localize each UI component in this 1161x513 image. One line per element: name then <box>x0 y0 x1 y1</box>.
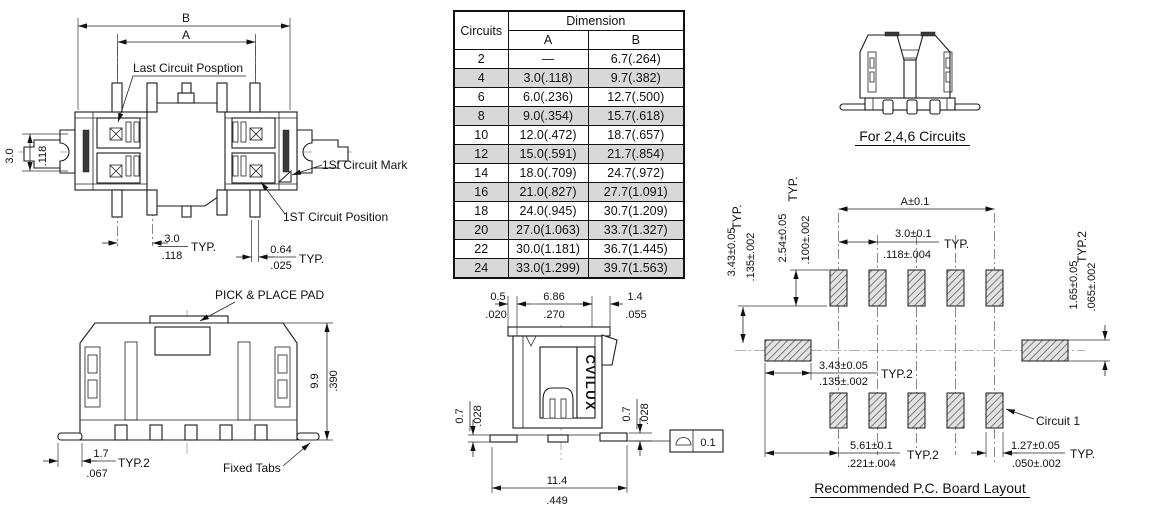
dim-row-offset-in: .135±.002 <box>745 232 757 282</box>
cell-a: 24.0(.945) <box>508 202 588 221</box>
dim-pad-width-pcb <box>971 432 1095 470</box>
bottom-pad <box>986 393 1003 428</box>
dim-tab-typ: TYP.2 <box>118 456 150 470</box>
cell-circuits: 8 <box>454 107 508 126</box>
dim-pad-height-in: .100±.002 <box>800 215 812 265</box>
table-row <box>454 259 684 279</box>
right-fixed-tab <box>297 433 319 440</box>
dim-tab-in: .067 <box>86 468 108 480</box>
dim-width-mm: 11.4 <box>546 475 568 487</box>
right-contact-bar <box>283 130 289 172</box>
first-circuit-mark-label: 1St Circuit Mark <box>322 158 408 172</box>
side-view-body <box>58 316 319 440</box>
left-contact-bar <box>83 130 89 172</box>
dim-foot-left-in: .028 <box>472 405 484 427</box>
cell-b: 15.7(.618) <box>588 107 684 126</box>
cell-a: 33.0(1.299) <box>508 259 588 279</box>
bottom-pad <box>869 393 886 428</box>
dim-a-pcb-label: A±0.1 <box>900 196 930 208</box>
dim-left-mm: 0.5 <box>490 291 506 303</box>
dim-pin-width-typ: TYP. <box>299 252 325 266</box>
top-pad <box>830 270 847 306</box>
dim-pad-width-pcb-in: .050±.002 <box>1012 458 1061 470</box>
dim-pad-height-typ: TYP. <box>786 176 800 202</box>
small-view-caption-wrap <box>840 128 985 146</box>
pcb-title-wrap <box>795 480 1045 498</box>
cell-b: 39.7(1.563) <box>588 259 684 279</box>
dim-b-label: B <box>181 11 191 25</box>
pcb-layout-drawing <box>715 165 1161 477</box>
table-row <box>454 221 684 240</box>
dim-center-in: .270 <box>543 309 565 321</box>
dim-a-pcb <box>839 196 995 209</box>
dim-pad-pitch <box>839 228 970 261</box>
cell-circuits: 24 <box>454 259 508 279</box>
dim-side-pad-width-in: .135±.002 <box>819 376 868 388</box>
dim-side-pad-width-mm: 3.43±0.05 <box>819 360 868 372</box>
cell-circuits: 4 <box>454 69 508 88</box>
cell-b: 24.7(.972) <box>588 164 684 183</box>
cell-a: 3.0(.118) <box>508 69 588 88</box>
cell-a: 12.0(.472) <box>508 126 588 145</box>
left-fixed-tab <box>58 433 82 440</box>
dim-pad-pitch-typ: TYP. <box>944 237 970 251</box>
flatness-value: 0.1 <box>700 437 716 449</box>
dim-foot-right <box>621 399 652 456</box>
circuit1-label: Circuit 1 <box>1036 414 1081 428</box>
cell-a: 27.0(1.063) <box>508 221 588 240</box>
dim-side-pad-height-in: .065±.002 <box>1086 262 1098 312</box>
col-header-circuits: Circuits <box>454 11 508 50</box>
dim-foot-right-mm: 0.7 <box>621 406 633 422</box>
front-view-drawing <box>440 285 740 513</box>
cell-b: 6.7(.264) <box>588 50 684 69</box>
dim-right-in: .055 <box>625 309 647 321</box>
dim-row-offset-typ: TYP. <box>730 204 744 230</box>
table-row <box>454 69 684 88</box>
dim-height-mm: 9.9 <box>309 373 321 389</box>
inner-plug <box>543 388 573 418</box>
front-view-body <box>490 327 627 442</box>
dim-tab-mm: 1.7 <box>93 448 109 460</box>
top-view-body <box>24 83 348 217</box>
table-row <box>454 107 684 126</box>
dim-side-offset-typ: TYP.2 <box>907 448 939 462</box>
cell-a: 30.0(1.181) <box>508 240 588 259</box>
top-pad <box>986 270 1003 306</box>
dim-pin-width-mm: 0.64 <box>270 244 292 256</box>
front-latch <box>602 335 617 365</box>
last-circuit-position-label: Last Circuit Posption <box>133 61 244 75</box>
circuit1-callout <box>1006 409 1080 428</box>
dim-pin-pitch-mm: 3.0 <box>164 233 180 245</box>
dim-right-mm: 1.4 <box>627 291 643 303</box>
side-view-drawing <box>15 285 355 500</box>
dim-tab-1-7 <box>43 443 150 480</box>
dim-side-pad-height <box>1068 231 1110 376</box>
dim-foot-left-mm: 0.7 <box>454 408 466 424</box>
dim-pad-height-mm: 2.54±0.05 <box>777 213 789 263</box>
table-row <box>454 126 684 145</box>
cell-b: 18.7(.657) <box>588 126 684 145</box>
table-row <box>454 183 684 202</box>
cell-b: 27.7(1.091) <box>588 183 684 202</box>
dim-foot-right-in: .028 <box>639 403 651 425</box>
fixed-tabs-label-group <box>223 443 310 475</box>
small-circuits-drawing <box>840 20 980 125</box>
cell-circuits: 2 <box>454 50 508 69</box>
cell-a: 21.0(.827) <box>508 183 588 202</box>
dim-pin-width <box>236 220 324 272</box>
cell-circuits: 12 <box>454 145 508 164</box>
col-header-a: A <box>508 31 588 50</box>
dim-side-offset-mm: 5.61±0.1 <box>850 440 893 452</box>
center-block <box>147 103 225 206</box>
pick-place-pad-label: PICK & PLACE PAD <box>215 288 325 302</box>
table-row <box>454 145 684 164</box>
table-row <box>454 202 684 221</box>
cell-circuits: 22 <box>454 240 508 259</box>
small-view-caption: For 2,4,6 Circuits <box>855 128 970 146</box>
dim-side-pad-width-typ: TYP.2 <box>881 367 913 381</box>
cell-a: 15.0(.591) <box>508 145 588 164</box>
cell-circuits: 6 <box>454 88 508 107</box>
top-pad <box>908 270 925 306</box>
dim-pin-width-in: .025 <box>270 260 292 272</box>
front-flange <box>508 327 610 336</box>
cell-circuits: 18 <box>454 202 508 221</box>
dim-pad-pitch-mm: 3.0±0.1 <box>895 228 932 240</box>
dim-height-in: .390 <box>328 370 340 392</box>
brand-text: CVILUX <box>583 354 598 412</box>
cell-circuits: 20 <box>454 221 508 240</box>
cell-b: 21.7(.854) <box>588 145 684 164</box>
dim-side-pad-height-typ: TYP.2 <box>1075 231 1089 263</box>
dim-center-mm: 6.86 <box>543 291 565 303</box>
dim-side-pad-width <box>765 360 913 388</box>
table-row <box>454 240 684 259</box>
dim-row-pitch-mm: 3.0 <box>4 148 16 164</box>
dim-pad-pitch-in: .118±.004 <box>883 249 932 261</box>
dim-side-pad-height-mm: 1.65±0.05 <box>1068 260 1080 310</box>
cell-circuits: 10 <box>454 126 508 145</box>
center-nub <box>178 93 194 103</box>
dim-pad-width-pcb-typ: TYP. <box>1070 447 1096 461</box>
cell-circuits: 16 <box>454 183 508 202</box>
bottom-pad <box>908 393 925 428</box>
dim-row-offset-mm: 3.43±0.05 <box>726 227 738 277</box>
dim-foot-left <box>454 401 490 457</box>
col-header-b: B <box>588 31 684 50</box>
fixed-tabs-label: Fixed Tabs <box>223 461 281 475</box>
cell-circuits: 14 <box>454 164 508 183</box>
front-feet <box>490 433 627 442</box>
dim-overall-width <box>492 445 627 507</box>
dim-row-pitch-in: .118 <box>37 145 49 167</box>
dim-pad-width-pcb-mm: 1.27±0.05 <box>1011 440 1060 452</box>
top-pad <box>947 270 964 306</box>
table-row <box>454 50 684 69</box>
dim-pin-pitch <box>102 233 216 262</box>
dim-width-in: .449 <box>546 495 568 507</box>
col-header-dimension: Dimension <box>508 11 684 31</box>
left-side-pad <box>765 340 811 361</box>
table-row <box>454 88 684 107</box>
dim-pin-pitch-typ: TYP. <box>191 240 217 254</box>
pcb-layout-title: Recommended P.C. Board Layout <box>810 480 1029 498</box>
cell-a: 9.0(.354) <box>508 107 588 126</box>
dim-side-offset-in: .221±.004 <box>847 458 896 470</box>
cell-b: 36.7(1.445) <box>588 240 684 259</box>
bottom-pad <box>830 393 847 428</box>
cell-b: 9.7(.382) <box>588 69 684 88</box>
dimension-table <box>453 10 685 279</box>
right-side-pad <box>1022 340 1068 361</box>
dim-row-offset <box>726 204 757 343</box>
cell-a: 18.0(.709) <box>508 164 588 183</box>
bottom-pad <box>947 393 964 428</box>
table-row <box>454 164 684 183</box>
cell-a: 6.0(.236) <box>508 88 588 107</box>
dim-left-in: .020 <box>485 309 507 321</box>
cell-b: 12.7(.500) <box>588 88 684 107</box>
cell-a: — <box>508 50 588 69</box>
dim-a-label: A <box>181 28 191 42</box>
cell-b: 33.7(1.327) <box>588 221 684 240</box>
top-view-drawing <box>0 0 440 285</box>
small-view-body <box>840 32 980 114</box>
dim-pin-pitch-in: .118 <box>161 250 183 262</box>
cell-b: 30.7(1.209) <box>588 202 684 221</box>
first-circuit-position-label: 1ST Circuit Position <box>283 210 389 224</box>
top-pad <box>869 270 886 306</box>
